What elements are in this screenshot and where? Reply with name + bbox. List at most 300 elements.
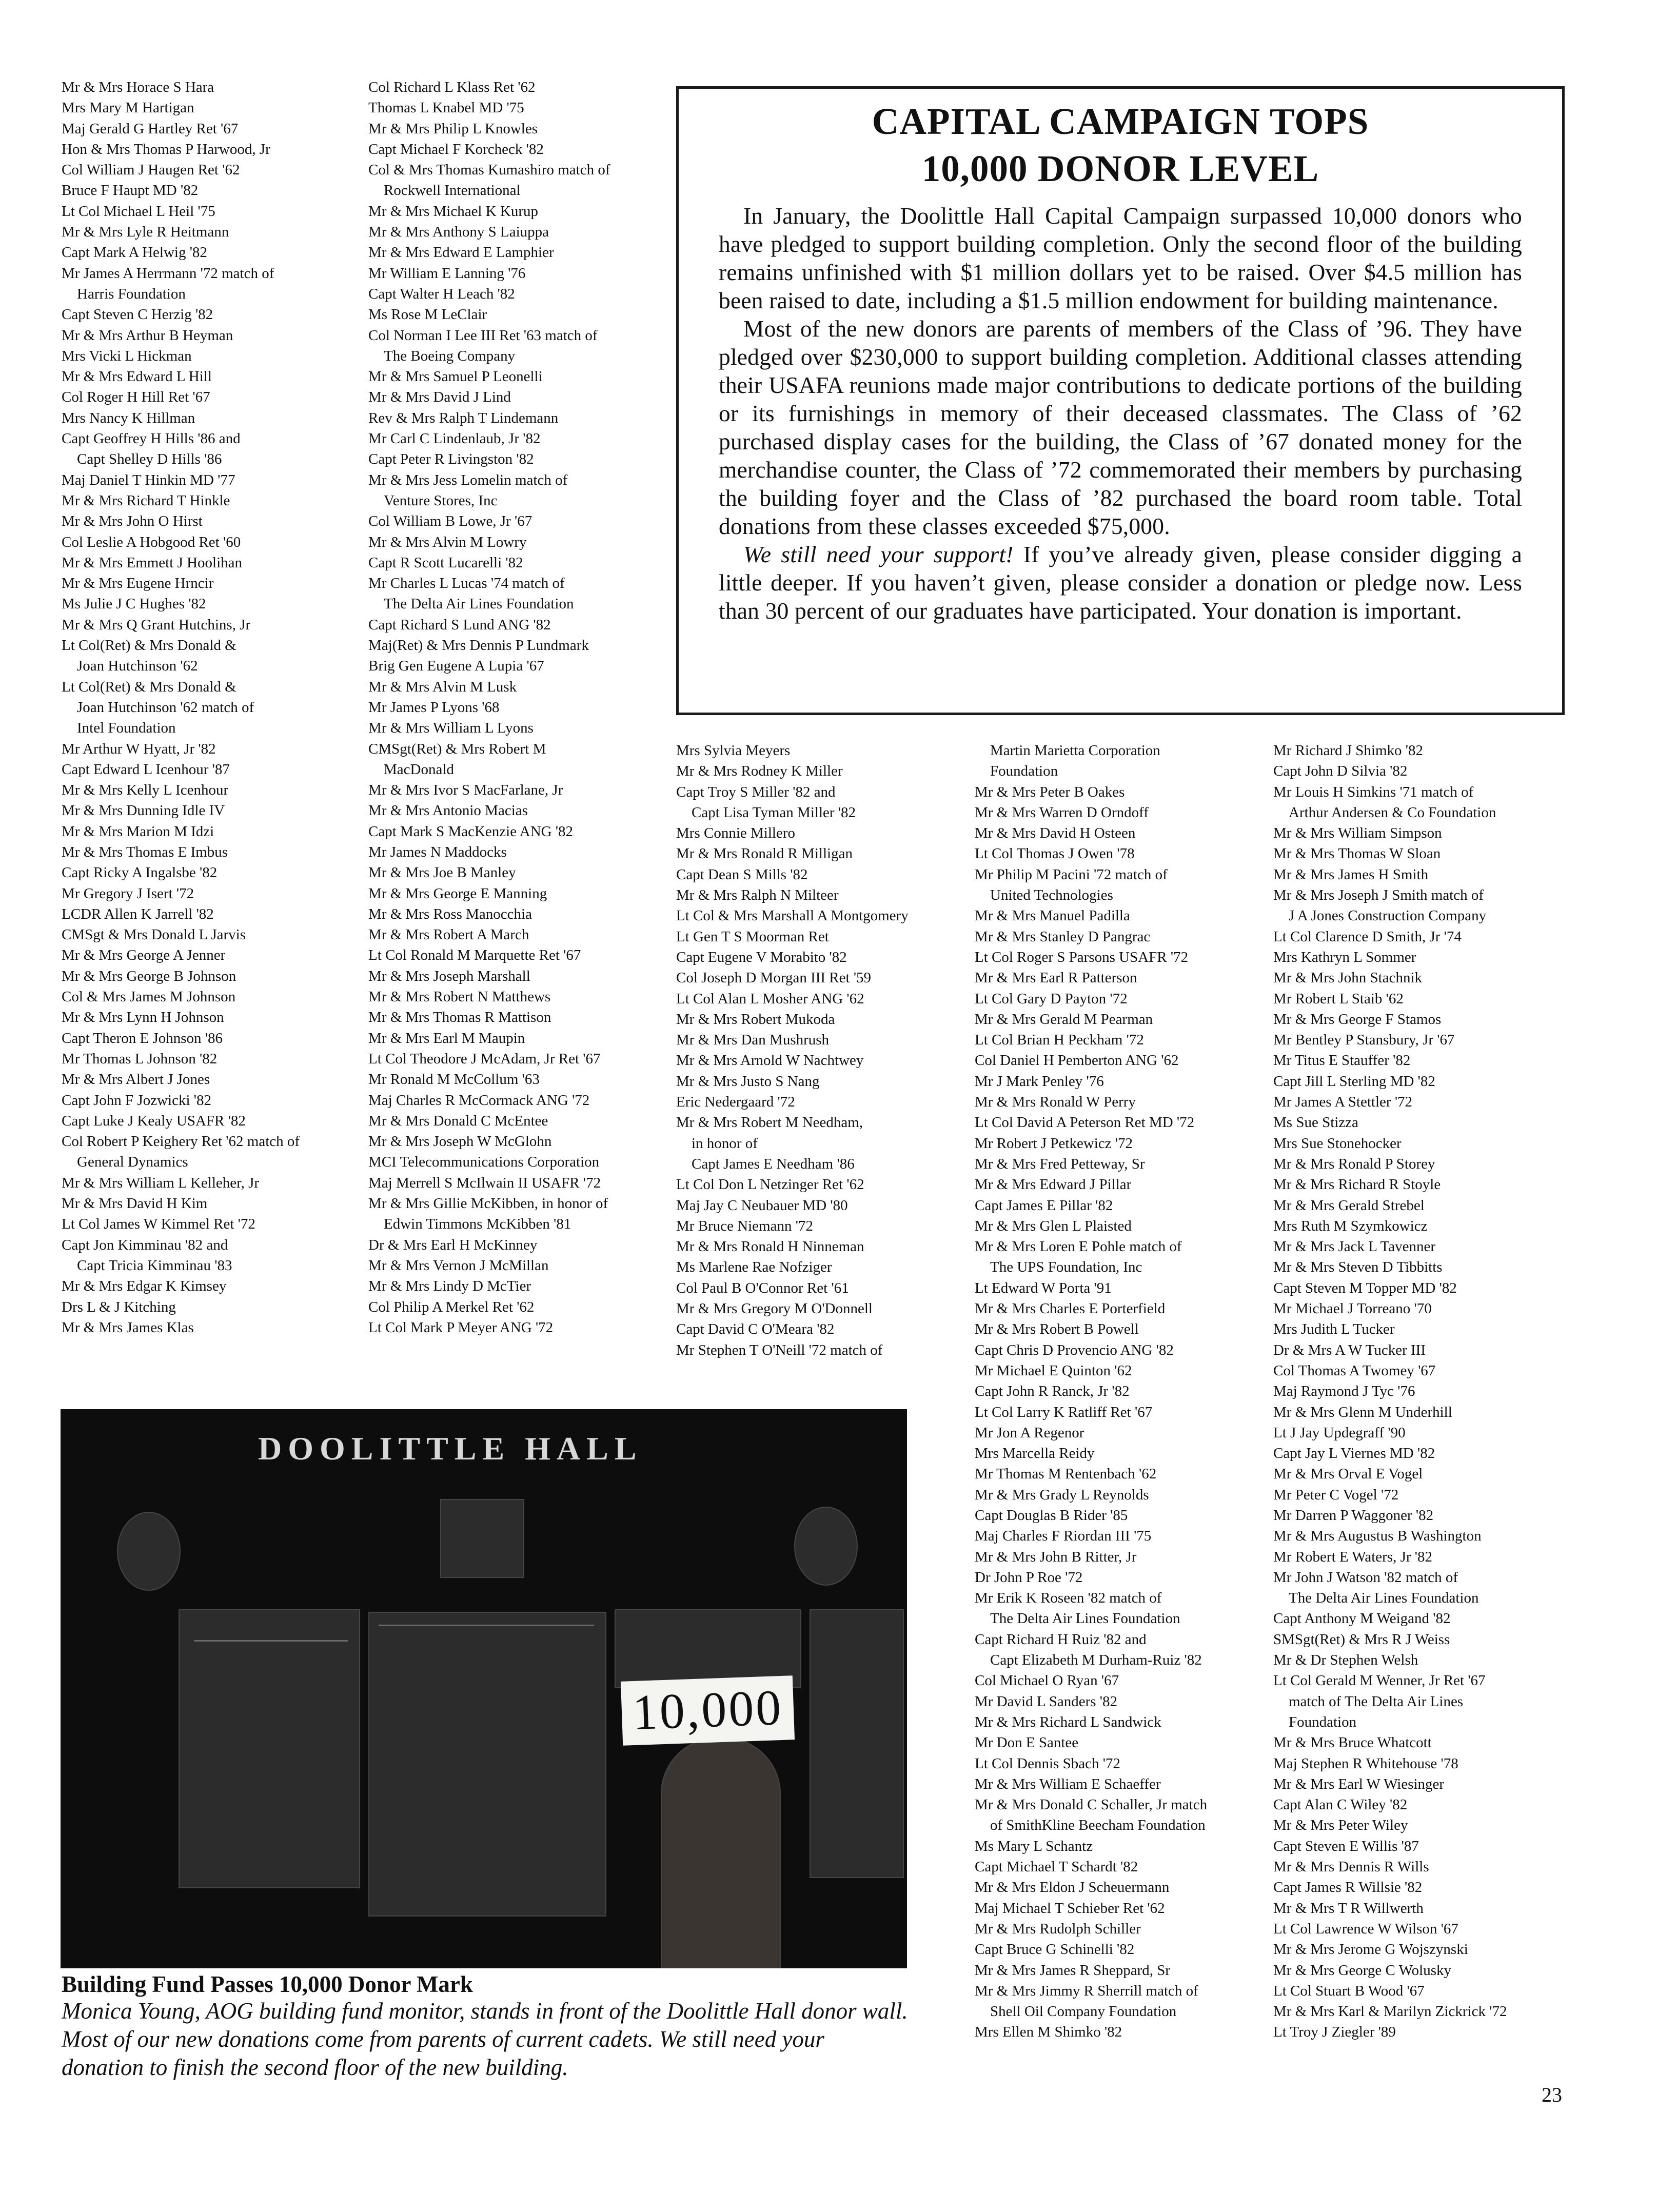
donor-name-line: Capt Lisa Tyman Miller '82 <box>692 804 856 821</box>
donor-name-line: Mr & Mrs Vernon J McMillan <box>368 1257 549 1274</box>
donor-name-line: Capt Steven C Herzig '82 <box>62 306 213 323</box>
donor-name-line: Mrs Sylvia Meyers <box>676 742 791 759</box>
donor-name-line: The Delta Air Lines Foundation <box>384 596 574 613</box>
article-box <box>676 86 1565 715</box>
donor-name-line: Lt Col Ronald M Marquette Ret '67 <box>368 947 581 964</box>
donor-name-line: Col Richard L Klass Ret '62 <box>368 79 536 95</box>
donor-column-1 <box>62 77 354 1338</box>
donor-name-line: Mrs Kathryn L Sommer <box>1273 949 1416 965</box>
donor-name-line: Mr & Mrs Donald C McEntee <box>368 1112 548 1129</box>
donor-name-line: Mr & Mrs Rudolph Schiller <box>975 1920 1141 1937</box>
donor-name-line: The Boeing Company <box>384 347 516 364</box>
donor-name-line: Lt Col James W Kimmel Ret '72 <box>62 1216 255 1233</box>
donor-name-line: Mr Gregory J Isert '72 <box>62 885 194 902</box>
donor-name-line: MacDonald <box>384 761 454 778</box>
article-title-line-2: 10,000 DONOR LEVEL <box>921 148 1319 189</box>
donor-name-line: Ms Marlene Rae Nofziger <box>676 1259 832 1276</box>
donor-name-line: Mrs Mary M Hartigan <box>62 100 194 116</box>
photo-wall-lettering: DOOLITTLE HALL <box>258 1430 643 1467</box>
donor-name-line: Mr & Mrs Justo S Nang <box>676 1073 820 1090</box>
donor-name-line: Mrs Connie Millero <box>676 825 795 842</box>
donor-name-line: Mr & Mrs Earl R Patterson <box>975 970 1137 986</box>
donor-name-line: Mr Darren P Waggoner '82 <box>1273 1507 1434 1524</box>
donor-name-line: Mr & Mrs Gerald Strebel <box>1273 1197 1425 1214</box>
donor-name-line: Mr Michael E Quinton '62 <box>975 1362 1132 1379</box>
donor-name-line: Mr & Mrs John B Ritter, Jr <box>975 1548 1137 1565</box>
donor-name-line: Mr James N Maddocks <box>368 843 507 860</box>
donor-name-line: Mr & Mrs Jack L Tavenner <box>1273 1238 1436 1255</box>
donor-name-line: Col Robert P Keighery Ret '62 match of <box>62 1133 300 1150</box>
donor-name-line: Lt Col Brian H Peckham '72 <box>975 1032 1144 1049</box>
donor-name-line: Mr & Mrs Peter B Oakes <box>975 783 1125 800</box>
donor-name-line: Mr & Mrs William L Kelleher, Jr <box>62 1174 260 1191</box>
donor-name-line: Mr & Mrs Thomas R Mattison <box>368 1009 551 1026</box>
donor-name-line: Mr & Mrs Lyle R Heitmann <box>62 224 229 241</box>
donor-name-line: Dr John P Roe '72 <box>975 1569 1083 1586</box>
donor-name-line: Col Leslie A Hobgood Ret '60 <box>62 534 241 550</box>
donor-name-line: Col & Mrs Thomas Kumashiro match of <box>368 162 610 179</box>
donor-name-line: Mr Charles L Lucas '74 match of <box>368 575 565 592</box>
donor-name-line: Mr & Mrs Antonio Macias <box>368 802 528 819</box>
donor-name-line: J A Jones Construction Company <box>1289 907 1487 924</box>
donor-name-line: Col Roger H Hill Ret '67 <box>62 389 210 406</box>
donor-name-line: Mr & Mrs Eugene Hrncir <box>62 575 214 592</box>
donor-name-line: Capt Chris D Provencio ANG '82 <box>975 1341 1174 1358</box>
donor-name-line: Capt Troy S Miller '82 and <box>676 783 836 800</box>
photo-plaque-left <box>179 1609 360 1888</box>
donor-name-line: Capt R Scott Lucarelli '82 <box>368 554 523 571</box>
donor-name-line: Mr & Mrs James H Smith <box>1273 866 1429 883</box>
donor-name-line: Mr & Mrs Peter Wiley <box>1273 1817 1408 1834</box>
donor-name-line: Mr & Mrs George E Manning <box>368 885 547 902</box>
donor-name-line: Col Michael O Ryan '67 <box>975 1672 1119 1689</box>
donor-name-line: Mr Carl C Lindenlaub, Jr '82 <box>368 430 541 447</box>
donor-name-line: Lt Col Thomas J Owen '78 <box>975 845 1135 862</box>
donor-name-line: Col Joseph D Morgan III Ret '59 <box>676 970 872 986</box>
donor-name-line: Mr & Mrs Robert B Powell <box>975 1321 1139 1338</box>
donor-name-line: Mr & Mrs Augustus B Washington <box>1273 1528 1482 1545</box>
donor-name-line: Mr & Mrs Joe B Manley <box>368 864 516 881</box>
donor-name-line: Ms Rose M LeClair <box>368 306 487 323</box>
donor-name-line: Lt Col Mark P Meyer ANG '72 <box>368 1319 554 1336</box>
donor-name-line: Capt Alan C Wiley '82 <box>1273 1796 1408 1813</box>
donor-name-line: Capt David C O'Meara '82 <box>676 1321 835 1338</box>
donor-name-line: Mr & Mrs Edward E Lamphier <box>368 244 554 261</box>
donor-column-4 <box>975 740 1272 2043</box>
donor-name-line: Mr & Mrs Thomas E Imbus <box>62 843 228 860</box>
donor-name-line: Lt Edward W Porta '91 <box>975 1279 1112 1296</box>
donor-name-line: Mr Philip M Pacini '72 match of <box>975 866 1168 883</box>
caption-body: Monica Young, AOG building fund monitor, stands in front of the Doolittle Hall donor wall. Most of our new donations come from parents of current cadets. We still need your donation to finish the second floor of the new building. <box>62 1998 908 2080</box>
donor-name-line: Mr & Mrs Alvin M Lowry <box>368 534 527 550</box>
donor-name-line: Capt Mark S MacKenzie ANG '82 <box>368 823 574 840</box>
donor-name-line: Capt Edward L Icenhour '87 <box>62 761 230 778</box>
donor-name-line: Drs L & J Kitching <box>62 1298 176 1315</box>
donor-name-line: Capt Theron E Johnson '86 <box>62 1030 223 1046</box>
donor-name-line: Joan Hutchinson '62 match of <box>77 699 254 716</box>
donor-name-line: Mr & Mrs Emmett J Hoolihan <box>62 554 243 571</box>
donor-name-line: Mr & Mrs David H Osteen <box>975 825 1136 842</box>
donor-column-3 <box>676 740 984 1360</box>
donor-name-line: Col Norman I Lee III Ret '63 match of <box>368 327 598 344</box>
donor-name-line: SMSgt(Ret) & Mrs R J Weiss <box>1273 1631 1450 1648</box>
donor-name-line: Ms Mary L Schantz <box>975 1838 1093 1854</box>
donor-name-line: Mr & Mrs Bruce Whatcott <box>1273 1734 1432 1751</box>
donor-name-line: Mr Thomas M Rentenbach '62 <box>975 1466 1157 1483</box>
donor-name-line: Dr & Mrs Earl H McKinney <box>368 1236 538 1253</box>
donor-name-line: Mr William E Lanning '76 <box>368 265 526 282</box>
donor-name-line: Mr & Mrs George F Stamos <box>1273 1011 1442 1028</box>
donor-name-line: Lt Col Roger S Parsons USAFR '72 <box>975 949 1189 965</box>
donor-name-line: Mr & Mrs Philip L Knowles <box>368 120 538 137</box>
donor-name-line: Capt Mark A Helwig '82 <box>62 244 207 261</box>
donor-name-line: Capt Shelley D Hills '86 <box>77 451 222 468</box>
donor-name-line: Mr & Mrs Dan Mushrush <box>676 1032 830 1049</box>
donor-name-line: Capt Steven M Topper MD '82 <box>1273 1279 1457 1296</box>
donor-name-line: Mr & Mrs Gillie McKibben, in honor of <box>368 1195 608 1212</box>
donor-name-line: Mrs Ellen M Shimko '82 <box>975 2024 1122 2041</box>
donor-name-line: Mrs Nancy K Hillman <box>62 409 195 426</box>
donor-name-line: Capt Anthony M Weigand '82 <box>1273 1610 1451 1627</box>
donor-name-line: The UPS Foundation, Inc <box>990 1259 1142 1276</box>
donor-name-line: Mr Peter C Vogel '72 <box>1273 1486 1399 1503</box>
donor-name-line: Mr & Mrs Eldon J Scheuermann <box>975 1879 1170 1896</box>
article-paragraph-3 <box>719 540 1522 625</box>
donor-name-line: Venture Stores, Inc <box>384 492 498 509</box>
donor-name-line: Maj Charles F Riordan III '75 <box>975 1528 1152 1545</box>
photo-bust <box>440 1499 524 1578</box>
donor-name-line: Mr & Mrs Gerald M Pearman <box>975 1011 1153 1028</box>
donor-name-line: Lt Col & Mrs Marshall A Montgomery <box>676 907 909 924</box>
donor-name-line: Capt Richard H Ruiz '82 and <box>975 1631 1147 1648</box>
donor-column-5 <box>1273 740 1643 2043</box>
donor-wall-photo <box>61 1409 907 1968</box>
donor-name-line: Lt Col Dennis Sbach '72 <box>975 1755 1120 1772</box>
donor-name-line: Lt Col(Ret) & Mrs Donald & <box>62 678 236 695</box>
donor-name-line: Joan Hutchinson '62 <box>77 658 198 675</box>
donor-name-line: of SmithKline Beecham Foundation <box>990 1817 1206 1834</box>
donor-name-line: Mrs Marcella Reidy <box>975 1445 1095 1462</box>
donor-name-line: Capt Eugene V Morabito '82 <box>676 949 847 965</box>
donor-name-line: Mr & Mrs Arnold W Nachtwey <box>676 1052 864 1069</box>
donor-name-line: Mr & Mrs Robert N Matthews <box>368 989 551 1005</box>
donor-name-line: Capt James E Needham '86 <box>692 1155 855 1172</box>
donor-name-line: Maj Stephen R Whitehouse '78 <box>1273 1755 1458 1772</box>
donor-name-line: Capt Bruce G Schinelli '82 <box>975 1941 1135 1958</box>
donor-name-line: Mr & Mrs Fred Petteway, Sr <box>975 1155 1145 1172</box>
donor-name-line: Mr J Mark Penley '76 <box>975 1073 1104 1090</box>
donor-name-line: Mr & Mrs Dunning Idle IV <box>62 802 225 819</box>
caption-headline: Building Fund Passes 10,000 Donor Mark <box>62 1971 473 1997</box>
donor-name-line: Ms Sue Stizza <box>1273 1114 1358 1131</box>
donor-name-line: Mr & Mrs Kelly L Icenhour <box>62 782 229 799</box>
donor-name-line: Mr & Mrs Karl & Marilyn Zickrick '72 <box>1273 2003 1507 2020</box>
donor-name-line: Mr & Mrs Orval E Vogel <box>1273 1466 1423 1483</box>
donor-name-line: Mr & Mrs William Simpson <box>1273 825 1442 842</box>
donor-name-line: Maj Jay C Neubauer MD '80 <box>676 1197 848 1214</box>
donor-name-line: Edwin Timmons McKibben '81 <box>384 1216 571 1233</box>
donor-name-line: Mr & Mrs Robert Mukoda <box>676 1011 835 1028</box>
donor-name-line: Mr & Mrs Albert J Jones <box>62 1071 210 1088</box>
donor-name-line: Mr & Mrs Lindy D McTier <box>368 1278 531 1295</box>
donor-name-line: Maj Raymond J Tyc '76 <box>1273 1383 1415 1400</box>
donor-name-line: Capt Jay L Viernes MD '82 <box>1273 1445 1435 1462</box>
donor-name-line: Mr John J Watson '82 match of <box>1273 1569 1458 1586</box>
donor-name-line: Mr & Mrs Edward J Pillar <box>975 1176 1132 1193</box>
donor-name-line: MCI Telecommunications Corporation <box>368 1154 600 1171</box>
donor-name-line: CMSgt(Ret) & Mrs Robert M <box>368 740 546 757</box>
donor-name-line: Thomas L Knabel MD '75 <box>368 100 524 116</box>
donor-name-line: Mr Louis H Simkins '71 match of <box>1273 783 1474 800</box>
article-title-line-1: CAPITAL CAMPAIGN TOPS <box>872 101 1369 142</box>
donor-name-line: Mr & Mrs Lynn H Johnson <box>62 1009 224 1026</box>
donor-name-line: Mr Stephen T O'Neill '72 match of <box>676 1341 883 1358</box>
donor-name-line: Capt James E Pillar '82 <box>975 1197 1113 1214</box>
donor-name-line: Mr & Mrs Edward L Hill <box>62 368 212 385</box>
donor-name-line: Bruce F Haupt MD '82 <box>62 182 199 199</box>
donor-name-line: Col Paul B O'Connor Ret '61 <box>676 1279 849 1296</box>
donor-name-line: Mr Thomas L Johnson '82 <box>62 1050 218 1067</box>
donor-name-line: Mr Robert L Staib '62 <box>1273 990 1404 1007</box>
donor-name-line: Mr & Mrs Samuel P Leonelli <box>368 368 543 385</box>
donor-name-line: Foundation <box>1289 1713 1357 1730</box>
donor-name-line: Mr James A Stettler '72 <box>1273 1094 1413 1111</box>
donor-name-line: match of The Delta Air Lines <box>1289 1693 1464 1710</box>
donor-name-line: Maj Merrell S McIlwain II USAFR '72 <box>368 1174 601 1191</box>
donor-name-line: Mrs Sue Stonehocker <box>1273 1135 1402 1152</box>
article-emphasis: We still need your support! <box>743 541 1014 567</box>
donor-name-line: Mr Michael J Torreano '70 <box>1273 1300 1432 1317</box>
donor-name-line: Lt Col Michael L Heil '75 <box>62 203 215 220</box>
donor-name-line: Maj Gerald G Hartley Ret '67 <box>62 120 239 137</box>
donor-name-line: in honor of <box>692 1135 758 1152</box>
donor-name-line: Col William B Lowe, Jr '67 <box>368 513 532 530</box>
donor-name-line: Mr Ronald M McCollum '63 <box>368 1071 540 1088</box>
donor-name-line: Col Philip A Merkel Ret '62 <box>368 1298 535 1315</box>
donor-name-line: Capt Luke J Kealy USAFR '82 <box>62 1112 246 1129</box>
donor-name-line: Mr & Mrs William E Schaeffer <box>975 1775 1161 1792</box>
donor-column-2 <box>368 77 676 1338</box>
donor-name-line: Mr & Mrs Horace S Hara <box>62 79 214 95</box>
donor-name-line: Intel Foundation <box>77 720 176 737</box>
donor-name-line: Mr & Mrs David J Lind <box>368 389 511 406</box>
donor-name-line: Mr & Mrs Manuel Padilla <box>975 907 1130 924</box>
donor-name-line: Hon & Mrs Thomas P Harwood, Jr <box>62 141 270 157</box>
donor-name-line: Mr & Mrs Grady L Reynolds <box>975 1486 1149 1503</box>
donor-name-line: Arthur Andersen & Co Foundation <box>1289 804 1496 821</box>
donor-name-line: Mr & Mrs Ronald R Milligan <box>676 845 853 862</box>
donor-name-line: Mr David L Sanders '82 <box>975 1693 1117 1710</box>
donor-name-line: Eric Nedergaard '72 <box>676 1094 795 1111</box>
donor-name-line: Foundation <box>990 763 1058 780</box>
donor-name-line: Mr & Mrs Ronald P Storey <box>1273 1155 1435 1172</box>
donor-name-line: Mr & Mrs Gregory M O'Donnell <box>676 1300 873 1317</box>
donor-name-line: Col & Mrs James M Johnson <box>62 989 236 1005</box>
donor-name-line: Mr & Mrs John Stachnik <box>1273 970 1422 986</box>
donor-name-line: LCDR Allen K Jarrell '82 <box>62 905 214 922</box>
donor-name-line: Mr & Mrs Ivor S MacFarlane, Jr <box>368 782 563 799</box>
donor-name-line: Lt J Jay Updegraff '90 <box>1273 1424 1406 1441</box>
donor-name-line: Mr Robert J Petkewicz '72 <box>975 1135 1133 1152</box>
donor-name-line: Mr & Mrs Richard T Hinkle <box>62 492 230 509</box>
donor-name-line: Lt Col Larry K Ratliff Ret '67 <box>975 1404 1153 1420</box>
photo-emblem-left <box>117 1512 181 1591</box>
donor-name-line: Mr & Mrs Q Grant Hutchins, Jr <box>62 616 251 633</box>
donor-name-line: Capt Tricia Kimminau '83 <box>77 1257 232 1274</box>
donor-name-line: Lt Col David A Peterson Ret MD '72 <box>975 1114 1195 1131</box>
donor-name-line: Mrs Vicki L Hickman <box>62 347 192 364</box>
donor-name-line: Mr & Mrs Warren D Orndoff <box>975 804 1149 821</box>
donor-name-line: Mr & Mrs George A Jenner <box>62 947 226 964</box>
donor-name-line: Mrs Judith L Tucker <box>1273 1321 1395 1338</box>
donor-name-line: Mr & Mrs Edgar K Kimsey <box>62 1278 227 1295</box>
donor-name-line: Mr & Mrs Joseph J Smith match of <box>1273 887 1484 904</box>
donor-name-line: Capt Richard S Lund ANG '82 <box>368 616 551 633</box>
donor-name-line: Lt Col Theodore J McAdam, Jr Ret '67 <box>368 1050 601 1067</box>
donor-name-line: Dr & Mrs A W Tucker III <box>1273 1341 1426 1358</box>
donor-name-line: Capt John D Silvia '82 <box>1273 763 1408 780</box>
donor-name-line: Mr Bruce Niemann '72 <box>676 1217 813 1234</box>
donor-name-line: Capt Elizabeth M Durham-Ruiz '82 <box>990 1652 1202 1669</box>
donor-name-line: Lt Col Clarence D Smith, Jr '74 <box>1273 928 1462 945</box>
photo-rule <box>194 1640 348 1642</box>
donor-name-line: Rockwell International <box>384 182 521 199</box>
donor-name-line: Capt Jill L Sterling MD '82 <box>1273 1073 1435 1090</box>
donor-name-line: Lt Col Gerald M Wenner, Jr Ret '67 <box>1273 1672 1486 1689</box>
donor-name-line: Mr Robert E Waters, Jr '82 <box>1273 1548 1433 1565</box>
donor-name-line: Mr & Mrs Joseph Marshall <box>368 967 530 984</box>
donor-name-line: Capt Walter H Leach '82 <box>368 285 515 302</box>
donor-name-line: Capt Geoffrey H Hills '86 and <box>62 430 241 447</box>
donor-name-line: Capt Michael F Korcheck '82 <box>368 141 544 157</box>
donor-name-line: CMSgt & Mrs Donald L Jarvis <box>62 926 246 943</box>
donor-count-sign: 10,000 <box>621 1675 795 1746</box>
article-title <box>719 98 1522 192</box>
donor-name-line: Ms Julie J C Hughes '82 <box>62 596 206 613</box>
donor-name-line: Mr & Mrs Jess Lomelin match of <box>368 471 568 488</box>
donor-name-line: Brig Gen Eugene A Lupia '67 <box>368 658 544 675</box>
donor-name-line: Mr & Mrs Jimmy R Sherrill match of <box>975 1982 1198 1999</box>
page-number: 23 <box>1542 2083 1562 2106</box>
donor-name-line: Capt Peter R Livingston '82 <box>368 451 534 468</box>
photo-plaque-center <box>368 1612 606 1917</box>
donor-name-line: Capt John F Jozwicki '82 <box>62 1092 211 1109</box>
donor-name-line: Capt Ricky A Ingalsbe '82 <box>62 864 218 881</box>
donor-name-line: Mr & Mrs John O Hirst <box>62 513 203 530</box>
donor-name-line: Mr & Mrs Ross Manocchia <box>368 905 532 922</box>
donor-name-line: Mr Erik K Roseen '82 match of <box>975 1590 1162 1607</box>
donor-name-line: United Technologies <box>990 887 1113 904</box>
photo-rule <box>379 1625 594 1626</box>
donor-name-line: Mr James P Lyons '68 <box>368 699 500 716</box>
donor-name-line: Mr Bentley P Stansbury, Jr '67 <box>1273 1032 1455 1049</box>
donor-name-line: Mr Arthur W Hyatt, Jr '82 <box>62 740 216 757</box>
donor-name-line: Mr & Mrs Glenn M Underhill <box>1273 1404 1452 1420</box>
donor-name-line: Mr & Mrs Charles E Porterfield <box>975 1300 1166 1317</box>
donor-name-line: Lt Col Don L Netzinger Ret '62 <box>676 1176 864 1193</box>
donor-name-line: Mr & Dr Stephen Welsh <box>1273 1652 1418 1669</box>
donor-name-line: Rev & Mrs Ralph T Lindemann <box>368 409 559 426</box>
donor-name-line: Mr & Mrs T R Willwerth <box>1273 1900 1424 1917</box>
donor-name-line: Mr & Mrs William L Lyons <box>368 720 534 737</box>
donor-name-line: Mr & Mrs Ronald W Perry <box>975 1094 1136 1111</box>
photo-person <box>661 1737 781 1968</box>
donor-name-line: Mr & Mrs Anthony S Laiuppa <box>368 224 549 241</box>
donor-name-line: Capt Steven E Willis '87 <box>1273 1838 1419 1854</box>
donor-name-line: Mr & Mrs Joseph W McGlohn <box>368 1133 552 1150</box>
donor-name-line: Mr & Mrs Dennis R Wills <box>1273 1859 1429 1875</box>
donor-name-line: Lt Col Alan L Mosher ANG '62 <box>676 990 864 1007</box>
donor-name-line: Mr & Mrs Steven D Tibbitts <box>1273 1259 1443 1276</box>
donor-name-line: Capt Dean S Mills '82 <box>676 866 808 883</box>
donor-name-line: Capt Jon Kimminau '82 and <box>62 1236 228 1253</box>
donor-name-line: Mr Richard J Shimko '82 <box>1273 742 1423 759</box>
donor-name-line: Mr Titus E Stauffer '82 <box>1273 1052 1411 1069</box>
donor-name-line: Mr & Mrs David H Kim <box>62 1195 208 1212</box>
donor-name-line: Col Daniel H Pemberton ANG '62 <box>975 1052 1179 1069</box>
donor-name-line: Lt Gen T S Moorman Ret <box>676 928 829 945</box>
donor-name-line: Col William J Haugen Ret '62 <box>62 162 240 179</box>
donor-name-line: Mr Jon A Regenor <box>975 1424 1084 1441</box>
donor-name-line: Maj Charles R McCormack ANG '72 <box>368 1092 590 1109</box>
donor-name-line: Mr Don E Santee <box>975 1734 1079 1751</box>
donor-name-line: Mr & Mrs Robert M Needham, <box>676 1114 863 1131</box>
donor-name-line: Capt Michael T Schardt '82 <box>975 1859 1138 1875</box>
donor-name-line: Lt Troy J Ziegler '89 <box>1273 2024 1396 2041</box>
photo-plaque-far-right <box>810 1609 904 1878</box>
donor-name-line: Lt Col Lawrence W Wilson '67 <box>1273 1920 1458 1937</box>
donor-name-line: Capt John R Ranck, Jr '82 <box>975 1383 1130 1400</box>
donor-name-line: Lt Col(Ret) & Mrs Donald & <box>62 637 236 654</box>
donor-name-line: Mr & Mrs Richard L Sandwick <box>975 1713 1161 1730</box>
donor-name-line: Martin Marietta Corporation <box>990 742 1160 759</box>
donor-name-line: The Delta Air Lines Foundation <box>1289 1590 1479 1607</box>
donor-name-line: Capt James R Willsie '82 <box>1273 1879 1423 1896</box>
donor-name-line: Mr & Mrs George B Johnson <box>62 967 236 984</box>
donor-name-line: General Dynamics <box>77 1154 188 1171</box>
donor-name-line: Mrs Ruth M Szymkowicz <box>1273 1217 1428 1234</box>
donor-name-line: Mr & Mrs Alvin M Lusk <box>368 678 517 695</box>
donor-name-line: Mr & Mrs Michael K Kurup <box>368 203 539 220</box>
donor-name-line: Mr & Mrs Jerome G Wojszynski <box>1273 1941 1468 1958</box>
donor-name-line: Mr & Mrs Robert A March <box>368 926 529 943</box>
donor-name-line: Col Thomas A Twomey '67 <box>1273 1362 1436 1379</box>
donor-name-line: Maj Michael T Schieber Ret '62 <box>975 1900 1165 1917</box>
donor-name-line: Mr & Mrs Richard R Stoyle <box>1273 1176 1441 1193</box>
donor-name-line: Mr & Mrs Loren E Pohle match of <box>975 1238 1182 1255</box>
photo-emblem-right <box>794 1507 858 1586</box>
donor-name-line: Mr James A Herrmann '72 match of <box>62 265 274 282</box>
donor-name-line: Mr & Mrs Stanley D Pangrac <box>975 928 1151 945</box>
donor-name-line: Mr & Mrs Rodney K Miller <box>676 763 843 780</box>
donor-name-line: Mr & Mrs Donald C Schaller, Jr match <box>975 1796 1208 1813</box>
article-paragraph-3-text: If you’ve already given, please consider digging a little deeper. If you haven’t given, please consider a donation or pledge now. Less than 30 percent of our graduates have participated. Your donation is important. <box>719 541 1523 624</box>
donor-name-line: Lt Col Stuart B Wood '67 <box>1273 1982 1425 1999</box>
article-paragraph-2: Most of the new donors are parents of members of the Class of ’96. They have pledged over $230,000 to support building completion. Additional classes attending their USAFA reunions made major contributions to dedicate portions of the building or its furnishings in memory of their deceased classmates. The Class of ’62 purchased display cases for the building, the Class of ’67 donated money for the merchandise counter, the Class of ’72 commemorated their members by purchasing the building foyer and the Class of ’82 purchased the board room table. Total donations from these classes exceeded $75,000. <box>719 315 1522 539</box>
donor-name-line: Lt Col Gary D Payton '72 <box>975 990 1128 1007</box>
donor-name-line: Mr & Mrs Thomas W Sloan <box>1273 845 1441 862</box>
donor-name-line: Mr & Mrs James R Sheppard, Sr <box>975 1962 1171 1979</box>
donor-name-line: Mr & Mrs Arthur B Heyman <box>62 327 233 344</box>
donor-name-line: Mr & Mrs George C Wolusky <box>1273 1962 1452 1979</box>
article-paragraph-1: In January, the Doolittle Hall Capital Campaign surpassed 10,000 donors who have pledged to support building completion. Only the second floor of the building remains unfinished with $1 million dollars yet to be raised. Over $4.5 million has been raised to date, including a $1.5 million endowment for building maintenance. <box>719 203 1522 313</box>
donor-name-line: Capt Douglas B Rider '85 <box>975 1507 1128 1524</box>
donor-name-line: Mr & Mrs Earl W Wiesinger <box>1273 1775 1445 1792</box>
donor-name-line: Mr & Mrs Glen L Plaisted <box>975 1217 1132 1234</box>
donor-name-line: Mr & Mrs Earl M Maupin <box>368 1030 525 1046</box>
donor-name-line: Maj(Ret) & Mrs Dennis P Lundmark <box>368 637 589 654</box>
donor-name-line: Harris Foundation <box>77 285 186 302</box>
